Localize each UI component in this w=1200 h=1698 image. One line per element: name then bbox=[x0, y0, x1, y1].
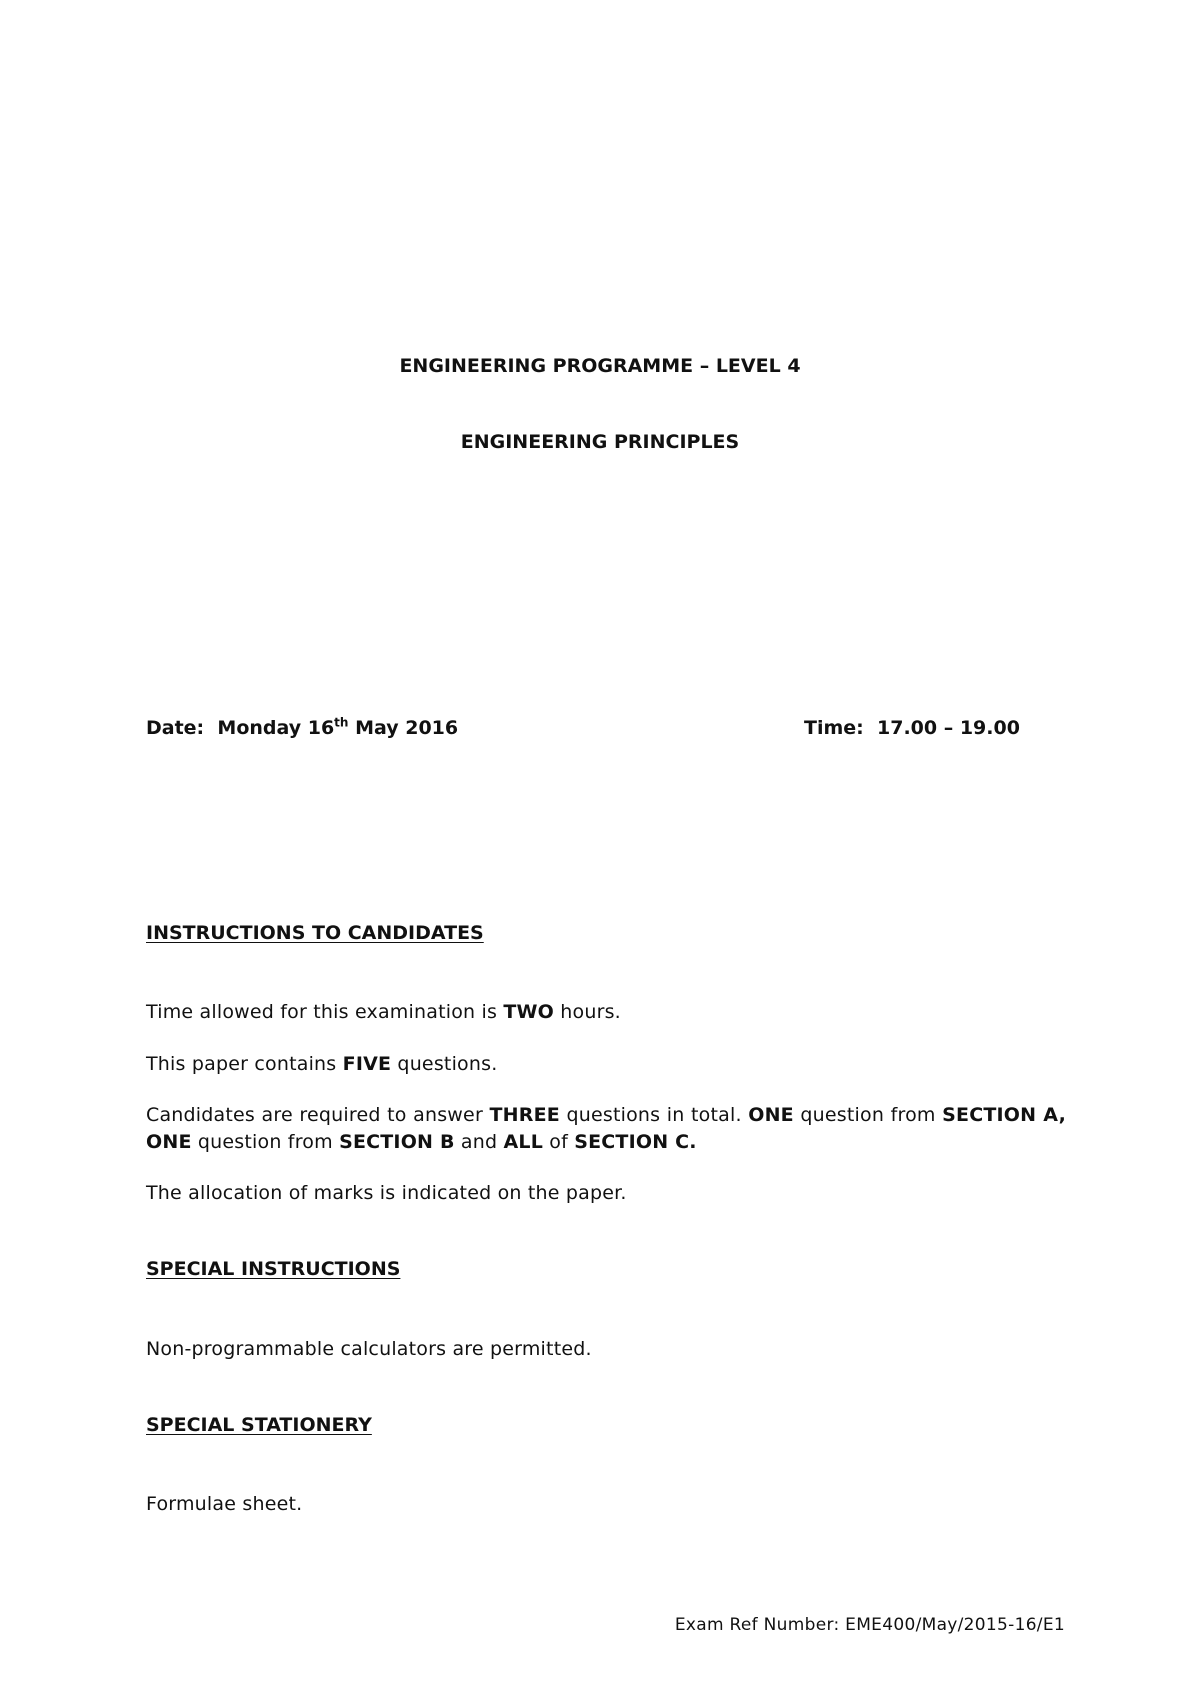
instruction-time-allowed: Time allowed for this examination is TWO hours. bbox=[146, 1001, 621, 1023]
special-instructions-text: Non-programmable calculators are permitted. bbox=[146, 1338, 592, 1360]
time-label: Time: bbox=[804, 717, 864, 739]
programme-title: ENGINEERING PROGRAMME – LEVEL 4 bbox=[399, 355, 801, 377]
instructions-heading: INSTRUCTIONS TO CANDIDATES bbox=[146, 922, 484, 944]
date-label: Date: bbox=[146, 717, 205, 739]
exam-date bbox=[146, 717, 458, 739]
exam-time bbox=[804, 717, 1020, 739]
time-value: 17.00 – 19.00 bbox=[877, 717, 1020, 739]
special-instructions-heading: SPECIAL INSTRUCTIONS bbox=[146, 1258, 401, 1280]
special-stationery-text: Formulae sheet. bbox=[146, 1493, 303, 1515]
date-suffix: th bbox=[334, 715, 349, 730]
date-rest: May 2016 bbox=[355, 717, 459, 739]
instruction-question-count: This paper contains FIVE questions. bbox=[146, 1053, 498, 1075]
instruction-marks-allocation: The allocation of marks is indicated on the paper. bbox=[146, 1182, 627, 1204]
exam-ref-number: Exam Ref Number: EME400/May/2015-16/E1 bbox=[674, 1615, 1065, 1635]
date-day: Monday 16 bbox=[217, 717, 335, 739]
module-title: ENGINEERING PRINCIPLES bbox=[460, 431, 740, 453]
instruction-answer-rules: Candidates are required to answer THREE questions in total. ONE question from SECTION A, ONE question from SECTION B and ALL of SECTION C. bbox=[146, 1104, 1066, 1153]
special-stationery-heading: SPECIAL STATIONERY bbox=[146, 1414, 372, 1436]
